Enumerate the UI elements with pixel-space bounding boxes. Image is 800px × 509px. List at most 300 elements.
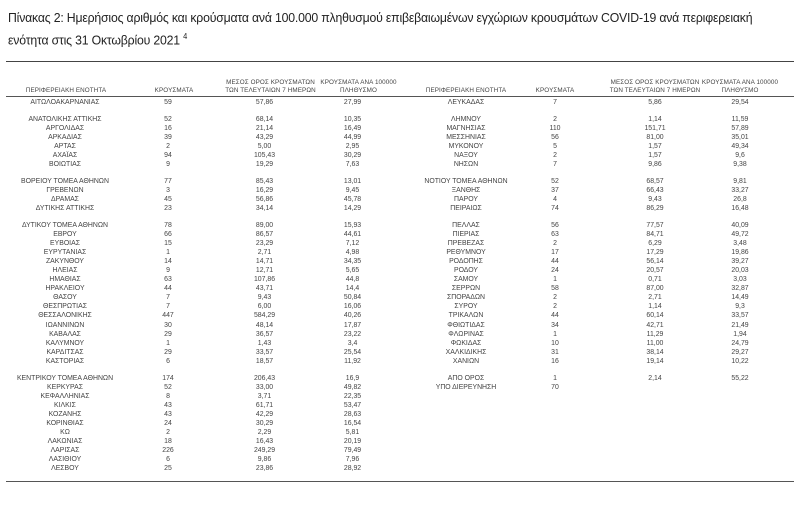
cell-per100k: 16,06 — [343, 303, 362, 311]
cell-avg: 43,29 — [255, 133, 274, 141]
cell-region: ΠΡΕΒΕΖΑΣ — [447, 239, 485, 247]
cell-per100k: 7,63 — [345, 161, 360, 169]
table-row — [0, 419, 400, 428]
cell-cases: 1 — [553, 276, 557, 284]
cell-cases: 110 — [549, 124, 561, 132]
table-row — [0, 437, 400, 446]
cell-cases: 2 — [553, 115, 557, 123]
cell-region: ΡΕΘΥΜΝΟΥ — [446, 248, 486, 256]
table-row — [0, 186, 400, 195]
cell-per100k: 5,65 — [345, 267, 360, 274]
table-row — [400, 266, 800, 275]
table-body-left — [0, 98, 400, 474]
cell-region: ΑΡΤΑΣ — [54, 142, 76, 150]
cell-per100k: 20,03 — [731, 267, 749, 274]
cell-region: ΚΑΛΥΜΝΟΥ — [45, 339, 85, 347]
cell-cases: 174 — [162, 374, 174, 382]
cell-cases: 70 — [551, 383, 559, 391]
cell-avg: 11,29 — [646, 330, 664, 338]
table-row — [0, 221, 400, 230]
cell-per100k: 16,54 — [343, 420, 362, 427]
cell-avg: 33,00 — [255, 383, 274, 391]
table-row — [0, 257, 400, 266]
cell-region: ΕΥΒΟΙΑΣ — [50, 239, 80, 247]
table-row — [400, 330, 800, 339]
cell-per100k: 25,54 — [343, 348, 362, 356]
table-row — [0, 410, 400, 419]
cell-per100k: 40,09 — [731, 221, 749, 229]
cell-per100k: 9,6 — [735, 151, 745, 159]
cell-region: ΙΩΑΝΝΙΝΩΝ — [45, 321, 85, 329]
cell-per100k: 35,01 — [731, 133, 749, 141]
table-row — [400, 98, 800, 107]
cell-per100k: 9,3 — [735, 303, 745, 311]
cell-cases: 78 — [164, 221, 172, 229]
title-line-1: Πίνακας 2: Ημερήσιος αριθμός και κρούσματα ανά 100.000 πληθυσμού επιβεβαιωμένων εγχώριων κρουσμάτων COVID-19 ανά περιφερειακή — [8, 10, 753, 25]
cell-avg: 18,57 — [255, 357, 274, 365]
cell-cases: 1 — [166, 248, 170, 256]
cell-region: ΘΑΣΟΥ — [53, 294, 77, 302]
bottom-rule — [6, 481, 794, 482]
cell-cases: 9 — [166, 161, 170, 169]
table-row — [0, 266, 400, 275]
header-per100k-line2: ΠΛΗΘΥΣΜΟ — [721, 87, 759, 94]
cell-region: ΓΡΕΒΕΝΩΝ — [46, 186, 84, 194]
cell-cases: 25 — [164, 465, 172, 473]
cell-per100k: 33,57 — [731, 312, 749, 320]
cell-region: ΝΑΞΟΥ — [454, 151, 478, 159]
cell-region: ΔΡΑΜΑΣ — [51, 195, 79, 203]
cell-avg: 30,29 — [255, 420, 274, 427]
cell-per100k: 3,48 — [733, 239, 747, 247]
cell-region: ΗΜΑΘΙΑΣ — [49, 276, 81, 284]
cell-per100k: 16,9 — [345, 374, 360, 382]
cell-region: ΚΩ — [60, 429, 70, 437]
cell-region: ΦΘΙΩΤΙΔΑΣ — [447, 321, 485, 329]
cell-region: ΣΕΡΡΩΝ — [451, 285, 481, 293]
cell-region: ΛΕΥΚΑΔΑΣ — [447, 99, 485, 106]
cell-region: ΚΕΝΤΡΙΚΟΥ ΤΟΜΕΑ ΑΘΗΝΩΝ — [16, 374, 114, 382]
cell-per100k: 30,29 — [343, 151, 362, 159]
cell-cases: 34 — [551, 321, 559, 329]
cell-cases: 5 — [553, 142, 557, 150]
cell-avg: 12,71 — [255, 267, 274, 274]
cell-avg: 6,00 — [257, 303, 272, 311]
cell-avg: 61,71 — [255, 401, 274, 409]
cell-per100k: 44,99 — [343, 133, 362, 141]
cell-per100k: 23,22 — [343, 330, 362, 338]
table-row — [400, 186, 800, 195]
header-avg-line1: ΜΕΣΟΣ ΟΡΟΣ ΚΡΟΥΣΜΑΤΩΝ — [610, 79, 700, 86]
cell-avg: 85,43 — [255, 177, 274, 185]
header-cases: ΚΡΟΥΣΜΑΤΑ — [535, 87, 575, 94]
cell-avg: 57,86 — [255, 99, 274, 106]
cell-avg: 1,14 — [648, 303, 662, 311]
cell-avg: 23,29 — [255, 239, 274, 247]
cell-avg: 38,14 — [646, 348, 664, 356]
cell-avg: 249,29 — [253, 447, 276, 455]
cell-avg: 84,71 — [646, 230, 664, 238]
cell-avg: 89,00 — [255, 221, 274, 229]
cell-cases: 8 — [166, 392, 170, 400]
cell-per100k: 15,93 — [343, 221, 362, 229]
cell-region: ΑΧΑΪΑΣ — [52, 151, 78, 159]
cell-avg: 1,14 — [648, 115, 662, 123]
table-header — [6, 76, 400, 97]
cell-region: ΚΑΡΔΙΤΣΑΣ — [46, 348, 84, 356]
table-body-right — [400, 98, 800, 392]
table-row — [400, 321, 800, 330]
cell-per100k: 53,47 — [343, 401, 362, 409]
cell-cases: 1 — [166, 339, 170, 347]
cell-cases: 16 — [164, 124, 172, 132]
cell-region: ΡΟΔΟΠΗΣ — [449, 257, 483, 265]
cell-per100k: 21,49 — [731, 321, 749, 329]
cell-cases: 15 — [164, 239, 172, 247]
cell-avg: 77,57 — [646, 221, 664, 229]
cell-region: ΚΕΡΚΥΡΑΣ — [47, 383, 83, 391]
cell-cases: 226 — [162, 447, 174, 455]
cell-region: ΔΥΤΙΚΟΥ ΤΟΜΕΑ ΑΘΗΝΩΝ — [21, 221, 108, 229]
table-row — [0, 321, 400, 330]
table-row — [0, 348, 400, 357]
table-row — [0, 98, 400, 107]
cell-avg: 206,43 — [253, 374, 276, 382]
cell-cases: 52 — [551, 177, 559, 185]
cell-avg: 1,57 — [648, 151, 662, 159]
table-row — [0, 293, 400, 302]
cell-region: ΑΝΑΤΟΛΙΚΗΣ ΑΤΤΙΚΗΣ — [28, 115, 102, 123]
header-cases: ΚΡΟΥΣΜΑΤΑ — [154, 87, 194, 94]
table-row — [400, 248, 800, 257]
cell-cases: 39 — [164, 133, 172, 141]
cell-cases: 30 — [164, 321, 172, 329]
cell-per100k: 3,4 — [347, 339, 358, 347]
cell-cases: 74 — [551, 204, 559, 212]
cell-per100k: 32,87 — [731, 285, 749, 293]
cell-avg: 5,86 — [648, 99, 662, 106]
cell-per100k: 49,34 — [731, 142, 749, 150]
cell-region: ΕΒΡΟΥ — [53, 230, 77, 238]
cell-cases: 7 — [166, 294, 170, 302]
cell-per100k: 14,29 — [343, 204, 362, 212]
cell-region: ΑΙΤΩΛΟΑΚΑΡΝΑΝΙΑΣ — [30, 99, 100, 106]
cell-avg: 11,00 — [646, 339, 664, 347]
table-row — [400, 142, 800, 151]
table-row — [0, 195, 400, 204]
cell-per100k: 79,49 — [343, 447, 362, 455]
cell-per100k: 28,63 — [343, 410, 362, 418]
cell-per100k: 33,27 — [731, 186, 749, 194]
header-per100k-line1: ΚΡΟΥΣΜΑΤΑ ΑΝΑ 100000 — [320, 79, 397, 86]
cell-cases: 45 — [164, 195, 172, 203]
header-avg-line1: ΜΕΣΟΣ ΟΡΟΣ ΚΡΟΥΣΜΑΤΩΝ — [226, 79, 315, 86]
table-row — [400, 257, 800, 266]
title-line-2-text: ενότητα στις 31 Οκτωβρίου 2021 — [8, 32, 180, 48]
cell-per100k: 11,92 — [344, 357, 361, 365]
cell-per100k: 19,86 — [731, 248, 749, 256]
cell-avg: 5,00 — [257, 142, 272, 150]
table-right-half — [400, 76, 800, 392]
cell-per100k: 2,95 — [345, 142, 360, 150]
header-avg-line2: ΤΩΝ ΤΕΛΕΥΤΑΙΩΝ 7 ΗΜΕΡΩΝ — [609, 87, 701, 94]
cell-per100k: 26,8 — [733, 195, 747, 203]
cell-avg: 1,57 — [648, 142, 662, 150]
table-row — [400, 374, 800, 383]
table-row — [0, 160, 400, 169]
cell-avg: 2,71 — [648, 294, 662, 302]
cell-cases: 7 — [553, 99, 557, 106]
table-row — [0, 302, 400, 311]
table-row — [0, 374, 400, 383]
table-row — [0, 330, 400, 339]
table-row — [400, 124, 800, 133]
cell-cases: 6 — [166, 357, 170, 365]
cell-cases: 59 — [164, 99, 172, 106]
cell-avg: 60,14 — [646, 312, 664, 320]
cell-per100k: 57,89 — [731, 124, 749, 132]
cell-cases: 1 — [553, 374, 557, 382]
cell-cases: 37 — [551, 186, 559, 194]
cell-region: ΠΑΡΟΥ — [454, 195, 478, 203]
cell-per100k: 9,38 — [733, 161, 747, 169]
table-row — [0, 177, 400, 186]
cell-per100k: 16,48 — [731, 204, 749, 212]
table-row — [400, 230, 800, 239]
cell-region: ΘΕΣΣΑΛΟΝΙΚΗΣ — [38, 312, 92, 320]
table-row — [0, 446, 400, 455]
table-row — [400, 115, 800, 124]
header-per100k — [690, 79, 790, 95]
cell-avg: 34,14 — [255, 204, 274, 212]
cell-avg: 86,57 — [255, 230, 274, 238]
table-row — [400, 348, 800, 357]
cell-per100k: 50,84 — [343, 294, 362, 302]
cell-region: ΚΕΦΑΛΛΗΝΙΑΣ — [40, 392, 90, 400]
cell-avg: 20,57 — [646, 267, 664, 274]
cell-per100k: 11,59 — [731, 115, 749, 123]
cell-avg: 16,29 — [255, 186, 274, 194]
cell-per100k: 17,87 — [343, 321, 362, 329]
title-line-2 — [8, 27, 743, 49]
cell-avg: 56,14 — [646, 257, 664, 265]
cell-cases: 7 — [553, 161, 557, 169]
cell-region: ΒΟΙΩΤΙΑΣ — [48, 161, 81, 169]
cell-cases: 4 — [553, 195, 557, 203]
cell-cases: 52 — [164, 115, 172, 123]
cell-per100k: 45,78 — [343, 195, 362, 203]
cell-avg: 2,71 — [257, 248, 272, 256]
cell-cases: 29 — [164, 348, 172, 356]
table-row — [0, 401, 400, 410]
cell-region: ΛΕΣΒΟΥ — [51, 465, 79, 473]
cell-region: ΚΙΛΚΙΣ — [54, 401, 76, 409]
cell-region: ΑΡΓΟΛΙΔΑΣ — [45, 124, 85, 132]
cell-per100k: 10,22 — [731, 357, 749, 365]
cell-per100k: 20,19 — [343, 438, 362, 446]
cell-avg: 107,86 — [253, 276, 276, 284]
cell-region: ΚΑΣΤΟΡΙΑΣ — [45, 357, 85, 365]
cell-cases: 2 — [553, 239, 557, 247]
cell-region: ΞΑΝΘΗΣ — [451, 186, 481, 194]
cell-region: ΡΟΔΟΥ — [453, 267, 478, 274]
cell-cases: 6 — [166, 456, 170, 464]
cell-avg: 9,86 — [257, 456, 272, 464]
table-row — [400, 383, 800, 392]
cell-region: ΚΟΡΙΝΘΙΑΣ — [46, 420, 84, 427]
table-row — [0, 142, 400, 151]
cell-avg: 68,14 — [255, 115, 274, 123]
table-row — [0, 133, 400, 142]
cell-per100k: 44,61 — [343, 230, 362, 238]
cell-avg: 48,14 — [255, 321, 274, 329]
cell-avg: 23,86 — [255, 465, 274, 473]
cell-region: ΕΥΡΥΤΑΝΙΑΣ — [43, 248, 87, 256]
cell-cases: 2 — [553, 294, 557, 302]
table-row — [0, 392, 400, 401]
cell-region: ΑΡΚΑΔΙΑΣ — [48, 133, 82, 141]
cell-cases: 44 — [164, 285, 172, 293]
cell-cases: 14 — [164, 257, 172, 265]
cell-cases: 447 — [162, 312, 174, 320]
table-row — [0, 464, 400, 473]
cell-cases: 44 — [551, 312, 559, 320]
cell-cases: 2 — [553, 151, 557, 159]
cell-region: ΠΙΕΡΙΑΣ — [452, 230, 480, 238]
cell-region: ΠΕΙΡΑΙΩΣ — [450, 204, 482, 212]
table-row — [0, 383, 400, 392]
cell-per100k: 49,72 — [731, 230, 749, 238]
cell-cases: 56 — [551, 133, 559, 141]
cell-avg: 36,57 — [255, 330, 274, 338]
cell-avg: 33,57 — [255, 348, 274, 356]
cell-cases: 31 — [551, 348, 559, 356]
table-row — [400, 284, 800, 293]
cell-cases: 10 — [551, 339, 559, 347]
table-row — [0, 275, 400, 284]
header-per100k-line2: ΠΛΗΘΥΣΜΟ — [339, 87, 378, 94]
header-region: ΠΕΡΙΦΕΡΕΙΑΚΗ ΕΝΟΤΗΤΑ — [25, 87, 107, 94]
cell-region: ΧΑΝΙΩΝ — [452, 357, 480, 365]
table-row — [0, 339, 400, 348]
cell-per100k: 49,82 — [343, 383, 362, 391]
cell-avg: 151,71 — [644, 124, 666, 132]
table-left-half — [0, 76, 400, 474]
cell-region: ΛΑΣΙΘΙΟΥ — [48, 456, 82, 464]
cell-avg: 43,71 — [255, 285, 274, 293]
cell-cases: 43 — [164, 410, 172, 418]
cell-avg: 86,29 — [646, 204, 664, 212]
cell-region: ΚΟΖΑΝΗΣ — [48, 410, 82, 418]
cell-cases: 17 — [551, 248, 559, 256]
cell-region: ΛΗΜΝΟΥ — [450, 115, 482, 123]
table-row — [0, 284, 400, 293]
cell-cases: 1 — [553, 330, 557, 338]
cell-cases: 24 — [551, 267, 559, 274]
cell-avg: 1,43 — [257, 339, 272, 347]
cell-per100k: 1,94 — [733, 330, 747, 338]
cell-per100k: 9,45 — [345, 186, 360, 194]
cell-region: ΜΑΓΝΗΣΙΑΣ — [446, 124, 486, 132]
cell-region: ΘΕΣΠΡΩΤΙΑΣ — [43, 303, 87, 311]
table-row — [400, 357, 800, 366]
cell-cases: 52 — [164, 383, 172, 391]
table-row — [0, 248, 400, 257]
cell-per100k: 24,79 — [731, 339, 749, 347]
cell-avg: 21,14 — [255, 124, 274, 132]
cell-per100k: 27,99 — [343, 99, 362, 106]
cell-per100k: 10,35 — [343, 115, 362, 123]
table-row — [0, 311, 400, 320]
cell-region: ΗΡΑΚΛΕΙΟΥ — [45, 285, 85, 293]
cell-region: ΣΠΟΡΑΔΩΝ — [446, 294, 485, 302]
cell-region: ΤΡΙΚΑΛΩΝ — [448, 312, 484, 320]
cell-region: ΦΛΩΡΙΝΑΣ — [448, 330, 484, 338]
table-row — [400, 151, 800, 160]
cell-cases: 18 — [164, 438, 172, 446]
cell-avg: 56,86 — [255, 195, 274, 203]
table-row — [0, 124, 400, 133]
cell-region: ΑΠΟ ΟΡΟΣ — [447, 374, 485, 382]
cell-region: ΜΕΣΣΗΝΙΑΣ — [446, 133, 486, 141]
table-row — [400, 339, 800, 348]
cell-cases: 29 — [164, 330, 172, 338]
cell-region: ΣΑΜΟΥ — [453, 276, 479, 284]
cell-avg: 16,43 — [255, 438, 274, 446]
table-row — [400, 195, 800, 204]
header-avg-line2: ΤΩΝ ΤΕΛΕΥΤΑΙΩΝ 7 ΗΜΕΡΩΝ — [225, 87, 316, 94]
table-row — [0, 204, 400, 213]
cell-per100k: 40,26 — [343, 312, 362, 320]
table-row — [0, 428, 400, 437]
cell-cases: 7 — [166, 303, 170, 311]
cell-avg: 0,71 — [648, 276, 662, 284]
cell-cases: 94 — [164, 151, 172, 159]
cell-avg: 2,14 — [648, 374, 662, 382]
cell-cases: 77 — [164, 177, 172, 185]
table-row — [400, 302, 800, 311]
cell-per100k: 55,22 — [731, 374, 749, 382]
cell-avg: 6,29 — [648, 239, 662, 247]
cell-avg: 14,71 — [255, 257, 274, 265]
cell-avg: 42,29 — [255, 410, 274, 418]
cell-region: ΝΗΣΩΝ — [453, 161, 479, 169]
table-row — [400, 239, 800, 248]
cell-avg: 87,00 — [646, 285, 664, 293]
cell-cases: 2 — [166, 142, 170, 150]
cell-avg: 3,71 — [257, 392, 272, 400]
cell-avg: 9,43 — [648, 195, 662, 203]
cell-per100k: 9,81 — [733, 177, 747, 185]
cell-avg: 42,71 — [646, 321, 664, 329]
cell-region: ΛΑΡΙΣΑΣ — [50, 447, 80, 455]
cell-avg: 17,29 — [646, 248, 664, 256]
cell-cases: 58 — [551, 285, 559, 293]
cell-avg: 2,29 — [257, 429, 272, 437]
table-row — [0, 455, 400, 464]
cell-avg: 19,14 — [646, 357, 664, 365]
cell-per100k: 39,27 — [731, 257, 749, 265]
cell-region: ΣΥΡΟΥ — [454, 303, 478, 311]
cell-cases: 2 — [166, 429, 170, 437]
cell-avg: 81,00 — [646, 133, 664, 141]
cell-cases: 23 — [164, 204, 172, 212]
cell-region: ΜΥΚΟΝΟΥ — [448, 142, 484, 150]
cell-region: ΠΕΛΛΑΣ — [452, 221, 480, 229]
cell-region: ΦΩΚΙΔΑΣ — [450, 339, 482, 347]
footnote-mark: 4 — [183, 32, 188, 41]
cell-per100k: 29,27 — [731, 348, 749, 356]
